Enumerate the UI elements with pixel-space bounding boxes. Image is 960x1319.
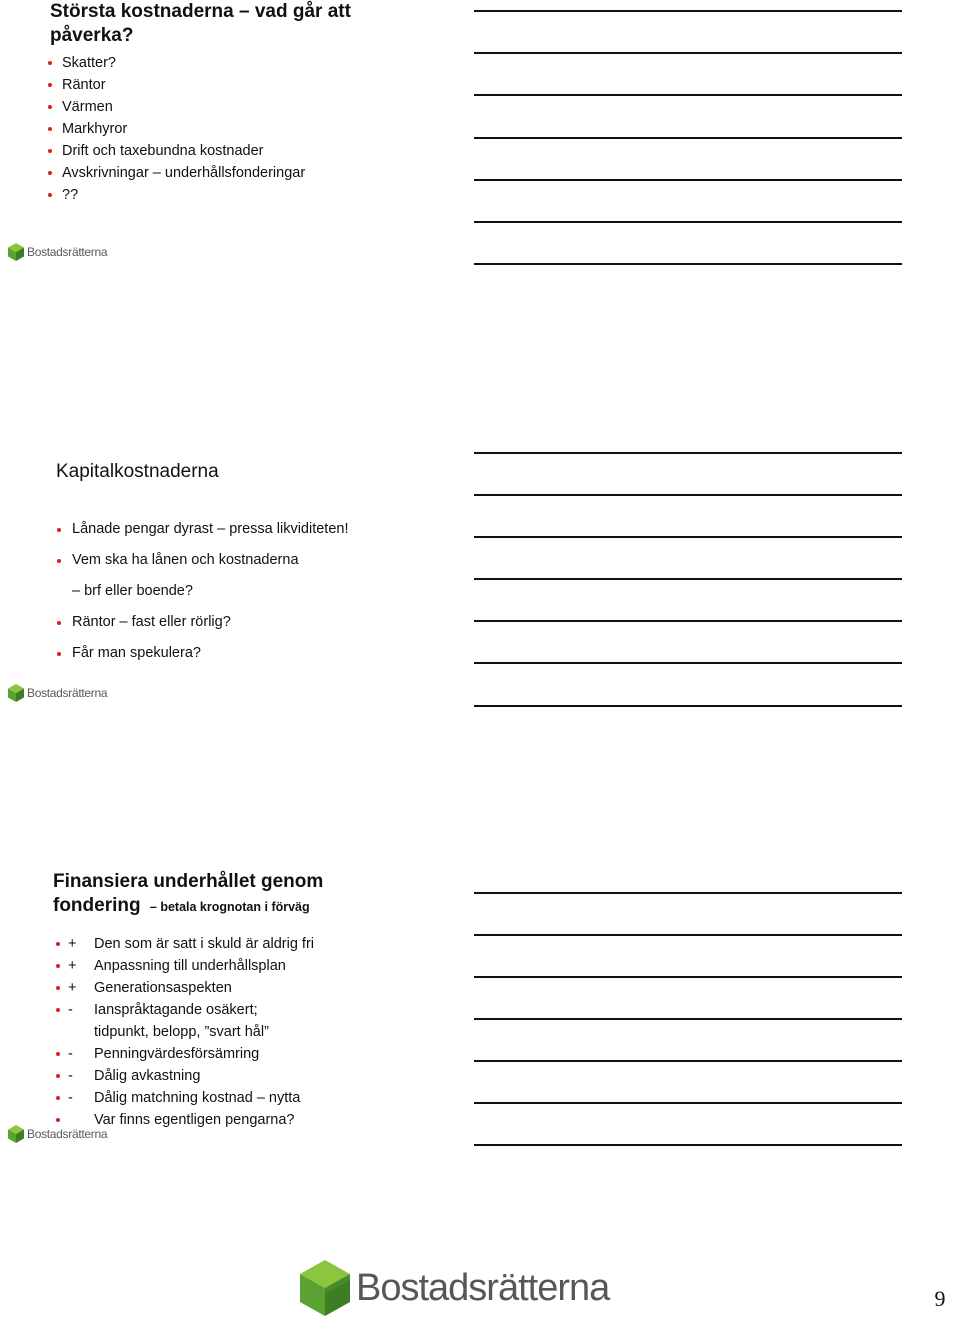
bullet-text: Drift och taxebundna kostnader bbox=[62, 143, 264, 159]
note-line bbox=[474, 221, 902, 223]
list-item bbox=[62, 140, 305, 162]
list-item bbox=[62, 162, 305, 184]
list-item bbox=[72, 607, 348, 638]
list-item bbox=[72, 514, 348, 545]
brand-logo bbox=[8, 243, 107, 261]
note-line bbox=[474, 452, 902, 454]
brand-name: Bostadsrätterna bbox=[27, 686, 108, 700]
pro-con-sign: + bbox=[68, 936, 77, 952]
note-line bbox=[474, 52, 902, 54]
bullet-icon bbox=[48, 127, 52, 131]
bullet-icon bbox=[48, 61, 52, 65]
note-line bbox=[474, 1144, 902, 1146]
brand-logo bbox=[8, 684, 107, 702]
bullet-icon bbox=[48, 193, 52, 197]
note-line bbox=[474, 10, 902, 12]
bullet-icon bbox=[48, 105, 52, 109]
brand-name: Bostadsrätterna bbox=[27, 1127, 108, 1141]
list-item bbox=[68, 1021, 314, 1043]
note-line bbox=[474, 494, 902, 496]
note-line bbox=[474, 662, 902, 664]
list-item bbox=[68, 977, 314, 999]
bullet-text: – brf eller boende? bbox=[72, 583, 193, 599]
note-line bbox=[474, 578, 902, 580]
list-item bbox=[72, 576, 348, 607]
slide-3 bbox=[0, 868, 470, 1148]
bullet-text: Markhyror bbox=[62, 121, 128, 137]
list-item bbox=[68, 1087, 314, 1109]
title-line-2: fondering bbox=[53, 895, 141, 916]
bullet-text: Räntor – fast eller rörlig? bbox=[72, 614, 231, 630]
bullet-icon bbox=[57, 652, 61, 656]
bullet-text: tidpunkt, belopp, ”svart hål” bbox=[94, 1024, 269, 1040]
list-item bbox=[68, 933, 314, 955]
brand-name: Bostadsrätterna bbox=[27, 245, 108, 259]
bullet-text: Vem ska ha lånen och kostnaderna bbox=[72, 552, 299, 568]
slide-subtitle: – betala krognotan i förväg bbox=[149, 900, 310, 914]
note-line bbox=[474, 1018, 902, 1020]
list-item bbox=[68, 1043, 314, 1065]
note-line bbox=[474, 536, 902, 538]
list-item bbox=[68, 1065, 314, 1087]
bullet-icon bbox=[48, 83, 52, 87]
list-item bbox=[72, 638, 348, 669]
bullet-icon bbox=[57, 621, 61, 625]
pro-con-sign: + bbox=[68, 958, 77, 974]
note-line bbox=[474, 179, 902, 181]
bullet-text: Värmen bbox=[62, 99, 113, 115]
bullet-icon bbox=[48, 171, 52, 175]
pro-con-sign: + bbox=[68, 980, 77, 996]
bullet-icon bbox=[48, 149, 52, 153]
title-line-1: Största kostnaderna – vad går att bbox=[50, 1, 351, 22]
note-line bbox=[474, 892, 902, 894]
note-line bbox=[474, 94, 902, 96]
bullet-text: Den som är satt i skuld är aldrig fri bbox=[94, 936, 314, 952]
bullet-text: Räntor bbox=[62, 77, 106, 93]
cube-logo-icon bbox=[300, 1260, 350, 1316]
bullet-icon bbox=[56, 942, 60, 946]
slide-title: Kapitalkostnaderna bbox=[56, 461, 219, 482]
pro-con-sign: - bbox=[68, 1068, 73, 1084]
bullet-icon bbox=[56, 1008, 60, 1012]
note-line bbox=[474, 1102, 902, 1104]
note-line bbox=[474, 1060, 902, 1062]
bullet-text: Penningvärdesförsämring bbox=[94, 1046, 260, 1062]
bullet-icon bbox=[56, 1096, 60, 1100]
bullet-list bbox=[62, 52, 305, 206]
bullet-icon bbox=[56, 1052, 60, 1056]
list-item bbox=[72, 545, 348, 576]
brand-name: Bostadsrätterna bbox=[356, 1266, 610, 1309]
note-line bbox=[474, 137, 902, 139]
bullet-text: Anpassning till underhållsplan bbox=[94, 958, 286, 974]
note-line bbox=[474, 620, 902, 622]
bullet-list bbox=[68, 933, 314, 1131]
slide-title bbox=[53, 870, 323, 919]
list-item bbox=[62, 74, 305, 96]
cube-logo-icon bbox=[8, 243, 24, 261]
bullet-text: Får man spekulera? bbox=[72, 645, 201, 661]
slide-title bbox=[50, 0, 351, 48]
slide-1 bbox=[0, 0, 470, 270]
list-item bbox=[62, 184, 305, 206]
bullet-text: Var finns egentligen pengarna? bbox=[94, 1112, 295, 1128]
bullet-icon bbox=[56, 986, 60, 990]
title-line-2: påverka? bbox=[50, 25, 134, 46]
pro-con-sign: - bbox=[68, 1090, 73, 1106]
list-item bbox=[68, 999, 314, 1021]
list-item bbox=[62, 96, 305, 118]
note-line bbox=[474, 263, 902, 265]
bullet-list bbox=[72, 514, 348, 669]
brand-logo bbox=[8, 1125, 107, 1143]
page-number: 9 bbox=[934, 1286, 946, 1311]
list-item bbox=[62, 118, 305, 140]
note-line bbox=[474, 976, 902, 978]
bullet-icon bbox=[57, 528, 61, 532]
bullet-text: Skatter? bbox=[62, 55, 116, 71]
slide-2 bbox=[0, 450, 470, 710]
bullet-text: Dålig avkastning bbox=[94, 1068, 201, 1084]
title-line-1: Finansiera underhållet genom bbox=[53, 871, 324, 892]
bullet-icon bbox=[56, 1118, 60, 1122]
bullet-icon bbox=[56, 1074, 60, 1078]
list-item bbox=[68, 955, 314, 977]
pro-con-sign: - bbox=[68, 1002, 73, 1018]
bullet-icon bbox=[56, 964, 60, 968]
bullet-text: Ianspråktagande osäkert; bbox=[94, 1002, 258, 1018]
bullet-text: Generationsaspekten bbox=[94, 980, 232, 996]
note-line bbox=[474, 705, 902, 707]
note-line bbox=[474, 934, 902, 936]
footer-brand-logo bbox=[300, 1258, 609, 1318]
list-item bbox=[62, 52, 305, 74]
pro-con-sign: - bbox=[68, 1046, 73, 1062]
cube-logo-icon bbox=[8, 684, 24, 702]
bullet-text: ?? bbox=[62, 187, 79, 203]
cube-logo-icon bbox=[8, 1125, 24, 1143]
bullet-text: Lånade pengar dyrast – pressa likviditeten! bbox=[72, 521, 349, 537]
bullet-icon bbox=[57, 559, 61, 563]
bullet-text: Dålig matchning kostnad – nytta bbox=[94, 1090, 301, 1106]
bullet-text: Avskrivningar – underhållsfonderingar bbox=[62, 165, 306, 181]
